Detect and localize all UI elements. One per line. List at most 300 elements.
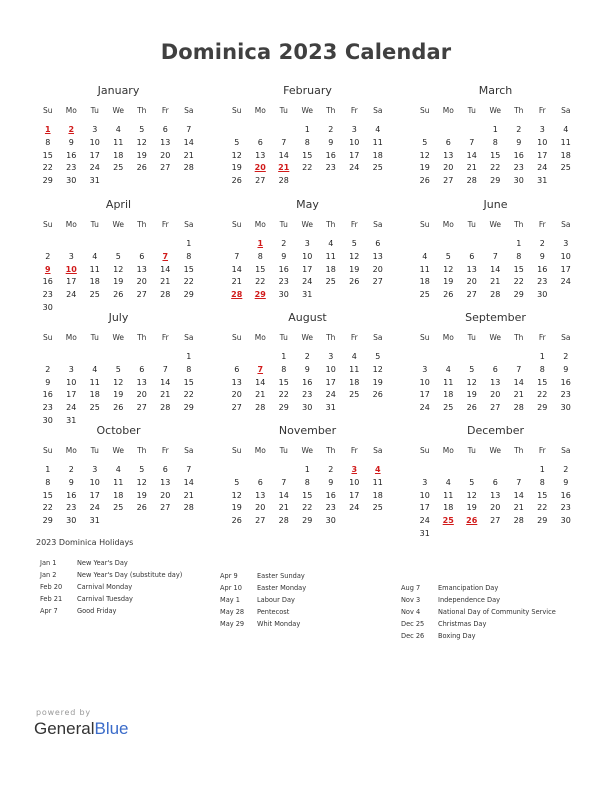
generalblue-logo — [34, 719, 129, 739]
day-cell: 1 — [539, 352, 545, 361]
day-cell: 4 — [115, 125, 121, 134]
day-cell: 29 — [42, 176, 53, 186]
day-cell: 19 — [231, 163, 242, 173]
day-cell: 25 — [560, 163, 571, 173]
day-cell: 6 — [492, 364, 498, 374]
day-cell: 18 — [113, 490, 124, 500]
day-cell: 30 — [66, 176, 77, 186]
day-cell: 6 — [139, 364, 145, 374]
month-name: February — [283, 84, 332, 97]
day-cell: 4 — [445, 364, 451, 374]
weekday-label: Tu — [90, 446, 99, 455]
day-cell: 11 — [113, 477, 124, 487]
day-cell: 1 — [492, 125, 498, 134]
weekday-label: Sa — [561, 446, 571, 455]
day-cell: 8 — [281, 364, 287, 374]
day-cell: 9 — [539, 251, 545, 261]
month-name: January — [97, 84, 140, 97]
day-cell: 2 — [516, 125, 522, 134]
holiday-date: Jan 2 — [40, 571, 57, 579]
day-cell: 4 — [445, 477, 451, 487]
brand-general: General — [34, 719, 95, 738]
day-cell: 27 — [372, 277, 383, 287]
day-cell: 18 — [89, 277, 100, 287]
weekday-label: Su — [42, 106, 53, 115]
weekday-label: Tu — [467, 333, 476, 342]
day-cell: 18 — [325, 264, 336, 274]
day-cell: 7 — [281, 137, 287, 147]
weekday-label: Su — [419, 333, 430, 342]
weekday-label: Mo — [65, 446, 77, 455]
day-cell: 9 — [328, 137, 334, 147]
weekday-label: We — [301, 446, 314, 455]
empty-day-cell — [460, 238, 484, 251]
weekday-label: Tu — [279, 333, 288, 342]
day-cell: 15 — [42, 150, 53, 160]
day-cell: 31 — [66, 415, 77, 425]
day-cell: 17 — [66, 277, 77, 287]
day-cell: 30 — [560, 403, 571, 413]
day-cell: 14 — [160, 264, 171, 274]
holiday-row — [401, 594, 581, 606]
day-cell: 10 — [302, 251, 313, 261]
day-cell: 19 — [136, 490, 147, 500]
day-cell: 10 — [419, 377, 430, 387]
day-cell: 19 — [466, 390, 477, 400]
day-cell: 16 — [325, 490, 336, 500]
empty-day-cell — [107, 238, 131, 251]
empty-day-cell — [83, 238, 107, 251]
day-cell: 10 — [66, 377, 77, 387]
day-cell: 2 — [45, 364, 51, 374]
weekday-label: Sa — [561, 106, 571, 115]
day-cell: 26 — [113, 403, 124, 413]
month-days-grid — [36, 331, 201, 428]
holiday-row — [40, 569, 220, 581]
day-cell: 5 — [469, 364, 475, 374]
day-cell: 25 — [372, 163, 383, 173]
day-cell: 10 — [560, 251, 571, 261]
empty-day-cell — [225, 124, 249, 137]
day-cell: 10 — [349, 137, 360, 147]
holiday-name: Whit Monday — [257, 620, 301, 628]
weekday-label: Mo — [442, 333, 454, 342]
day-cell: 22 — [255, 277, 266, 287]
day-cell: 19 — [136, 150, 147, 160]
month-days-grid — [225, 331, 390, 415]
empty-day-cell — [36, 351, 60, 364]
day-cell: 27 — [443, 176, 454, 186]
day-cell: 6 — [492, 477, 498, 487]
month-name: June — [483, 198, 508, 211]
empty-day-cell — [272, 124, 296, 137]
day-cell: 28 — [513, 516, 524, 526]
weekday-label: Th — [326, 106, 336, 115]
day-cell: 18 — [372, 150, 383, 160]
day-cell: 17 — [560, 264, 571, 274]
day-cell: 12 — [136, 137, 147, 147]
holiday-date: Dec 26 — [401, 632, 425, 640]
day-cell: 31 — [89, 176, 100, 186]
day-cell: 8 — [45, 477, 51, 487]
day-cell: 5 — [115, 364, 121, 374]
month-name: September — [465, 311, 526, 324]
day-cell: 11 — [372, 137, 383, 147]
day-cell: 23 — [325, 163, 336, 173]
holiday-name: Good Friday — [77, 607, 117, 615]
day-cell: 14 — [278, 490, 289, 500]
day-cell: 30 — [66, 516, 77, 526]
weekday-label: Su — [231, 446, 242, 455]
day-cell: 4 — [351, 352, 357, 361]
holiday-name: New Year's Day — [77, 559, 128, 567]
day-cell: 1 — [186, 352, 192, 361]
weekday-label: Mo — [254, 446, 266, 455]
day-cell: 6 — [257, 137, 263, 147]
day-cell: 24 — [89, 163, 100, 173]
day-cell: 8 — [45, 137, 51, 147]
holiday-row — [40, 605, 220, 617]
day-cell: 29 — [183, 403, 194, 413]
holiday-name: Boxing Day — [438, 632, 476, 640]
day-cell: 14 — [466, 150, 477, 160]
day-cell: 3 — [92, 125, 98, 134]
weekday-label: Su — [231, 106, 242, 115]
holiday-day-cell: 7 — [162, 251, 169, 261]
day-cell: 13 — [136, 377, 147, 387]
holiday-column — [401, 582, 581, 642]
empty-day-cell — [484, 238, 508, 251]
day-cell: 2 — [328, 125, 334, 134]
day-cell: 18 — [113, 150, 124, 160]
day-cell: 18 — [443, 503, 454, 513]
day-cell: 5 — [422, 137, 428, 147]
weekday-label: Fr — [538, 446, 546, 455]
day-cell: 26 — [443, 290, 454, 300]
empty-day-cell — [225, 351, 249, 364]
day-cell: 7 — [516, 364, 522, 374]
weekday-label: Th — [137, 446, 147, 455]
day-cell: 13 — [160, 137, 171, 147]
day-cell: 14 — [183, 137, 194, 147]
weekday-label: Sa — [561, 220, 571, 229]
weekday-label: Tu — [279, 220, 288, 229]
day-cell: 3 — [422, 364, 428, 374]
holiday-day-cell: 1 — [44, 125, 51, 134]
day-cell: 17 — [419, 503, 430, 513]
day-cell: 4 — [115, 465, 121, 474]
day-cell: 13 — [160, 477, 171, 487]
day-cell: 30 — [537, 290, 548, 300]
day-cell: 3 — [68, 364, 74, 374]
day-cell: 9 — [304, 364, 310, 374]
empty-day-cell — [413, 124, 437, 137]
day-cell: 13 — [466, 264, 477, 274]
weekday-label: We — [489, 446, 502, 455]
day-cell: 25 — [325, 277, 336, 287]
day-cell: 8 — [257, 251, 263, 261]
empty-day-cell — [225, 464, 249, 477]
day-cell: 19 — [113, 277, 124, 287]
day-cell: 27 — [466, 290, 477, 300]
weekday-label: Sa — [373, 333, 383, 342]
day-cell: 20 — [136, 277, 147, 287]
weekday-label: Fr — [350, 446, 358, 455]
weekday-label: We — [301, 220, 314, 229]
day-cell: 17 — [325, 377, 336, 387]
day-cell: 7 — [186, 125, 192, 134]
weekday-label: Sa — [373, 446, 383, 455]
month-november — [225, 422, 390, 528]
day-cell: 3 — [351, 125, 357, 134]
day-cell: 30 — [278, 290, 289, 300]
holiday-name: New Year's Day (substitute day) — [77, 571, 183, 579]
weekday-label: Fr — [538, 220, 546, 229]
day-cell: 3 — [563, 239, 569, 248]
day-cell: 4 — [92, 251, 98, 261]
month-name: March — [478, 84, 513, 97]
day-cell: 27 — [160, 503, 171, 513]
day-cell: 8 — [304, 477, 310, 487]
holiday-date: May 1 — [220, 596, 240, 604]
holiday-name: Christmas Day — [438, 620, 487, 628]
day-cell: 30 — [513, 176, 524, 186]
month-name: August — [288, 311, 327, 324]
weekday-label: Fr — [538, 106, 546, 115]
day-cell: 16 — [302, 377, 313, 387]
day-cell: 6 — [234, 364, 240, 374]
day-cell: 13 — [255, 490, 266, 500]
holiday-row — [220, 582, 400, 594]
holiday-day-cell: 10 — [65, 264, 77, 274]
weekday-label: Sa — [184, 333, 194, 342]
weekday-label: Mo — [65, 106, 77, 115]
day-cell: 11 — [443, 490, 454, 500]
weekday-label: Su — [42, 333, 53, 342]
day-cell: 15 — [183, 264, 194, 274]
day-cell: 23 — [537, 277, 548, 287]
day-cell: 21 — [160, 277, 171, 287]
empty-day-cell — [460, 124, 484, 137]
day-cell: 16 — [66, 150, 77, 160]
empty-day-cell — [249, 351, 273, 364]
day-cell: 24 — [66, 290, 77, 300]
holiday-name: National Day of Community Service — [438, 608, 556, 616]
day-cell: 25 — [419, 290, 430, 300]
day-cell: 17 — [66, 390, 77, 400]
weekday-label: Tu — [90, 333, 99, 342]
holiday-name: Emancipation Day — [438, 584, 499, 592]
day-cell: 4 — [422, 251, 428, 261]
day-cell: 26 — [136, 163, 147, 173]
day-cell: 9 — [563, 364, 569, 374]
day-cell: 12 — [113, 264, 124, 274]
month-january — [36, 82, 201, 188]
day-cell: 23 — [66, 503, 77, 513]
day-cell: 6 — [445, 137, 451, 147]
weekday-label: Fr — [350, 106, 358, 115]
weekday-label: Fr — [350, 220, 358, 229]
holiday-day-cell: 25 — [442, 516, 454, 526]
day-cell: 2 — [281, 239, 287, 248]
day-cell: 29 — [490, 176, 501, 186]
holiday-date: Feb 21 — [40, 595, 63, 603]
weekday-label: Mo — [442, 220, 454, 229]
day-cell: 16 — [537, 264, 548, 274]
day-cell: 19 — [466, 503, 477, 513]
holiday-row — [401, 618, 581, 630]
weekday-label: Su — [419, 106, 430, 115]
holiday-row — [401, 582, 581, 594]
day-cell: 30 — [42, 415, 53, 425]
day-cell: 8 — [186, 251, 192, 261]
day-cell: 27 — [490, 403, 501, 413]
month-february — [225, 82, 390, 188]
weekday-label: Th — [326, 220, 336, 229]
day-cell: 28 — [183, 503, 194, 513]
weekday-label: Mo — [65, 333, 77, 342]
day-cell: 30 — [325, 516, 336, 526]
holiday-row — [220, 594, 400, 606]
day-cell: 12 — [136, 477, 147, 487]
day-cell: 22 — [42, 163, 53, 173]
day-cell: 16 — [560, 490, 571, 500]
holiday-day-cell: 7 — [257, 364, 264, 374]
day-cell: 25 — [89, 403, 100, 413]
weekday-label: We — [301, 333, 314, 342]
month-october — [36, 422, 201, 528]
day-cell: 5 — [375, 352, 381, 361]
day-cell: 30 — [560, 516, 571, 526]
day-cell: 25 — [113, 503, 124, 513]
empty-day-cell — [507, 464, 531, 477]
weekday-label: Fr — [161, 446, 169, 455]
day-cell: 7 — [516, 477, 522, 487]
day-cell: 24 — [302, 277, 313, 287]
empty-day-cell — [484, 351, 508, 364]
day-cell: 7 — [234, 251, 240, 261]
day-cell: 11 — [372, 477, 383, 487]
day-cell: 22 — [183, 277, 194, 287]
day-cell: 5 — [351, 239, 357, 248]
month-name: October — [96, 424, 141, 437]
empty-day-cell — [154, 238, 178, 251]
day-cell: 24 — [419, 516, 430, 526]
weekday-label: Sa — [184, 446, 194, 455]
day-cell: 17 — [302, 264, 313, 274]
day-cell: 8 — [516, 251, 522, 261]
day-cell: 18 — [349, 377, 360, 387]
day-cell: 24 — [560, 277, 571, 287]
holidays-heading: 2023 Dominica Holidays — [36, 538, 134, 547]
day-cell: 15 — [255, 264, 266, 274]
weekday-label: Sa — [184, 106, 194, 115]
day-cell: 25 — [113, 163, 124, 173]
empty-day-cell — [225, 238, 249, 251]
holiday-date: Feb 20 — [40, 583, 63, 591]
day-cell: 28 — [466, 176, 477, 186]
holiday-day-cell: 2 — [68, 125, 75, 134]
weekday-label: Mo — [254, 106, 266, 115]
day-cell: 21 — [255, 390, 266, 400]
day-cell: 14 — [490, 264, 501, 274]
day-cell: 28 — [160, 403, 171, 413]
weekday-label: Tu — [467, 446, 476, 455]
day-cell: 29 — [537, 516, 548, 526]
day-cell: 15 — [183, 377, 194, 387]
day-cell: 25 — [349, 390, 360, 400]
day-cell: 20 — [372, 264, 383, 274]
empty-day-cell — [272, 464, 296, 477]
day-cell: 9 — [68, 477, 74, 487]
day-cell: 16 — [42, 390, 53, 400]
day-cell: 22 — [183, 390, 194, 400]
empty-day-cell — [437, 351, 461, 364]
holiday-name: Easter Monday — [257, 584, 307, 592]
holiday-day-cell: 9 — [44, 264, 51, 274]
day-cell: 26 — [231, 176, 242, 186]
day-cell: 28 — [183, 163, 194, 173]
empty-day-cell — [130, 238, 154, 251]
month-june — [413, 196, 578, 302]
day-cell: 10 — [89, 137, 100, 147]
weekday-label: We — [112, 106, 125, 115]
day-cell: 12 — [231, 490, 242, 500]
empty-day-cell — [36, 238, 60, 251]
day-cell: 2 — [45, 251, 51, 261]
day-cell: 15 — [302, 150, 313, 160]
day-cell: 21 — [183, 150, 194, 160]
holiday-date: Apr 7 — [40, 607, 58, 615]
empty-day-cell — [249, 124, 273, 137]
weekday-label: Tu — [279, 106, 288, 115]
page-title: Dominica 2023 Calendar — [160, 40, 452, 64]
month-days-grid — [225, 444, 390, 528]
day-cell: 3 — [68, 251, 74, 261]
day-cell: 9 — [68, 137, 74, 147]
holiday-name: Carnival Monday — [77, 583, 133, 591]
weekday-label: Th — [514, 220, 524, 229]
day-cell: 9 — [328, 477, 334, 487]
weekday-label: Mo — [65, 220, 77, 229]
day-cell: 17 — [349, 490, 360, 500]
holiday-day-cell: 26 — [466, 516, 478, 526]
day-cell: 3 — [328, 352, 334, 361]
month-name: December — [466, 424, 525, 437]
day-cell: 13 — [443, 150, 454, 160]
day-cell: 11 — [349, 364, 360, 374]
weekday-label: Th — [326, 333, 336, 342]
day-cell: 14 — [255, 377, 266, 387]
weekday-label: Sa — [561, 333, 571, 342]
day-cell: 8 — [539, 364, 545, 374]
day-cell: 23 — [302, 390, 313, 400]
day-cell: 23 — [42, 290, 53, 300]
day-cell: 9 — [563, 477, 569, 487]
day-cell: 22 — [302, 503, 313, 513]
day-cell: 10 — [89, 477, 100, 487]
month-name: November — [278, 424, 337, 437]
day-cell: 16 — [560, 377, 571, 387]
weekday-label: We — [489, 333, 502, 342]
weekday-label: Tu — [467, 220, 476, 229]
day-cell: 6 — [257, 477, 263, 487]
day-cell: 14 — [231, 264, 242, 274]
day-cell: 15 — [537, 377, 548, 387]
weekday-label: We — [489, 106, 502, 115]
day-cell: 22 — [537, 390, 548, 400]
day-cell: 5 — [234, 477, 240, 487]
